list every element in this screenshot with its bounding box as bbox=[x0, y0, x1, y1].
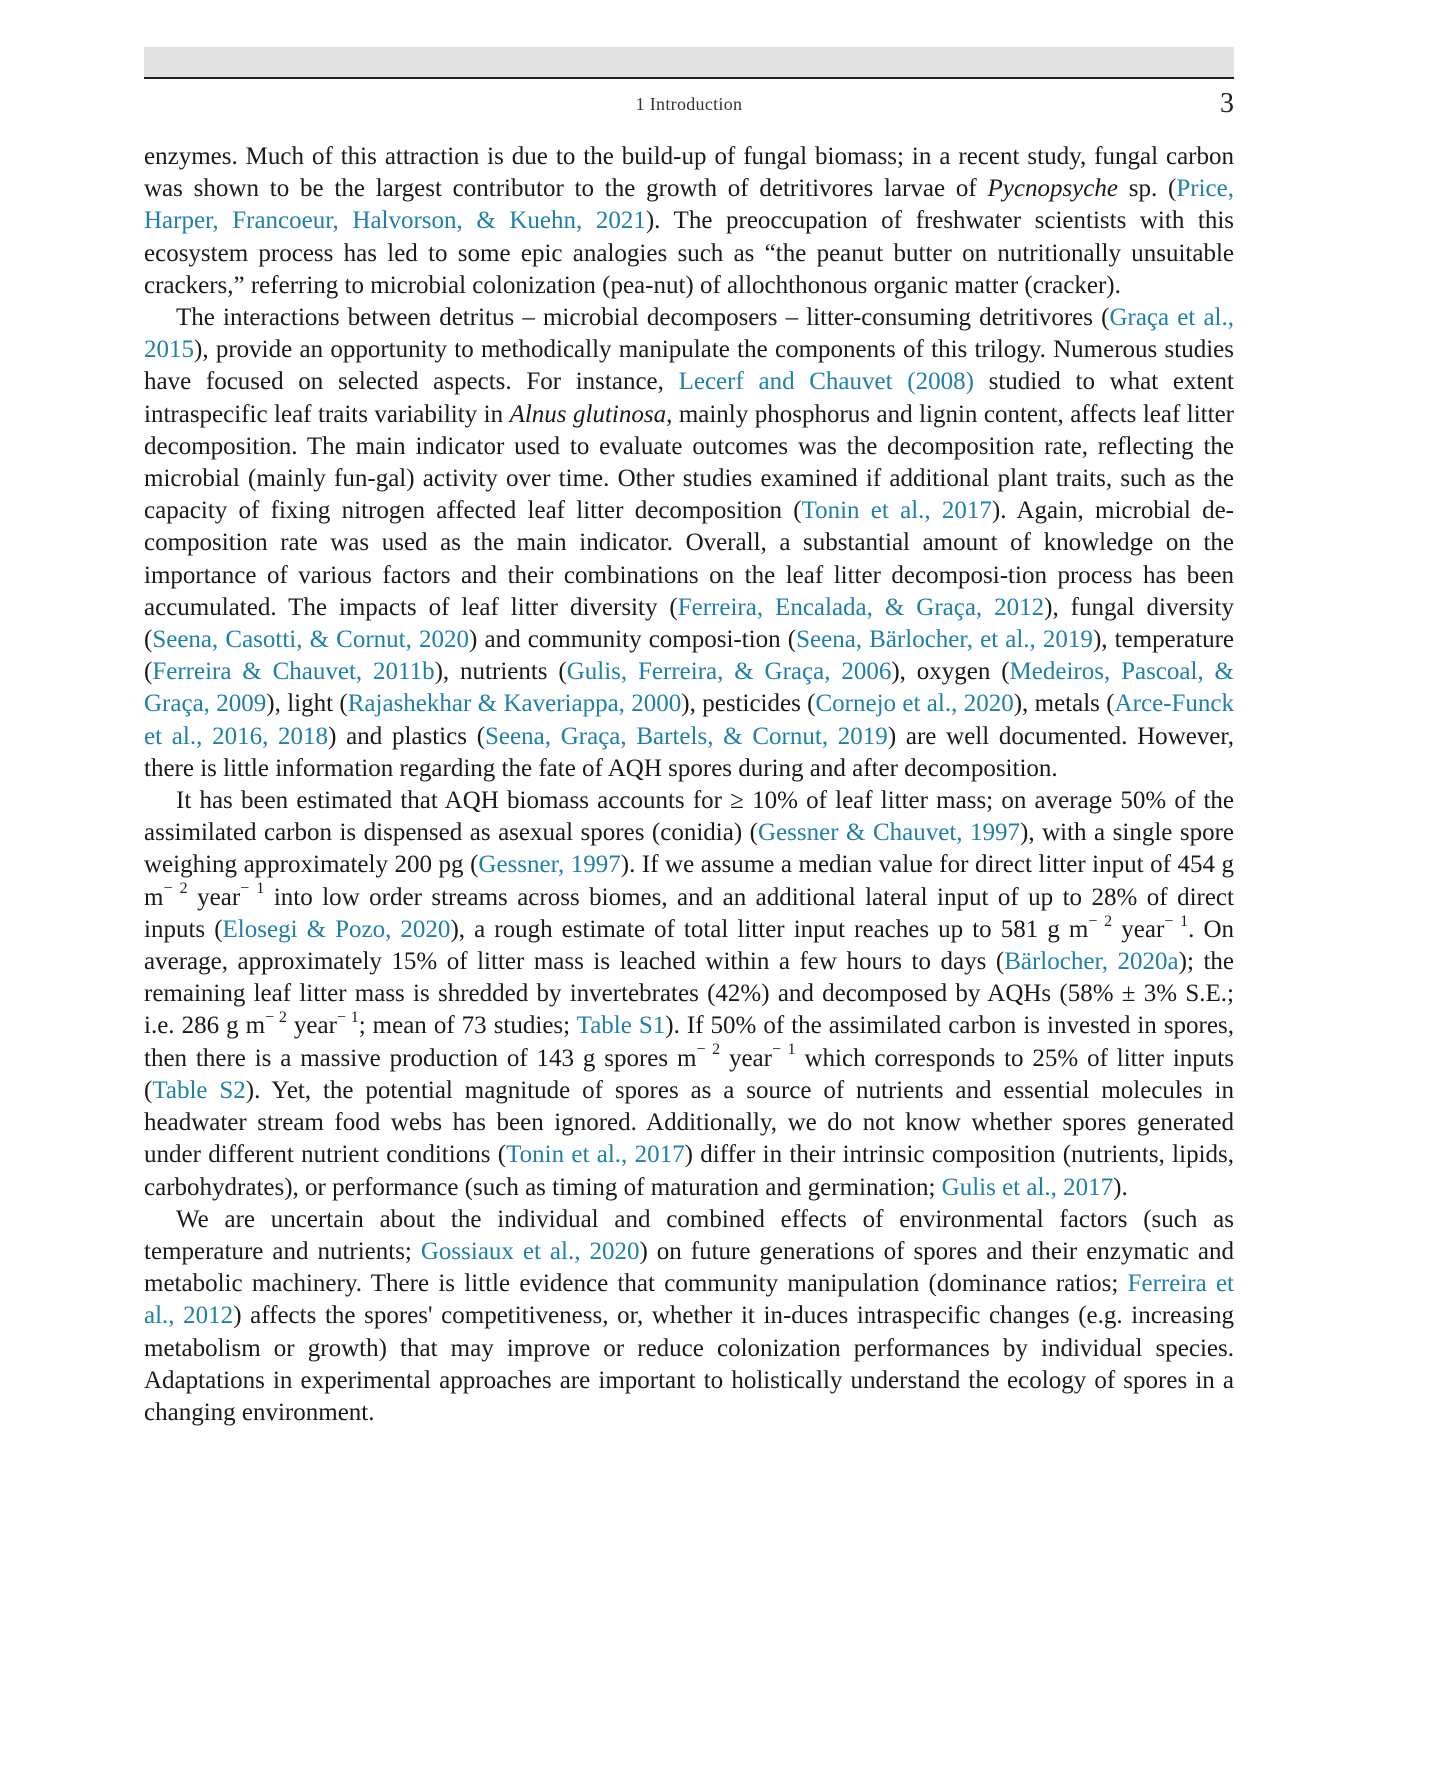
citation-link[interactable]: Ferreira et al., 2012 bbox=[144, 1270, 1234, 1330]
citation-link[interactable]: Tonin et al., 2017 bbox=[801, 497, 992, 525]
text-run: ) and plastics ( bbox=[328, 722, 486, 750]
citation-link[interactable]: Gossiaux et al., 2020 bbox=[420, 1237, 640, 1265]
text-run: enzymes. Much of this attraction is due to the build-up of fungal biomass; in a recent study, fungal carbon was shown to be the largest contributor to the growth of detritivores larvae of bbox=[144, 143, 1234, 203]
text-run: It has been estimated that AQH biomass accounts for ≥ 10% of leaf litter mass; on average 50% of the assimilated carbon is dispensed as asexual spores (conidia) ( bbox=[144, 787, 1234, 847]
citation-link[interactable]: Gulis, Ferreira, & Graça, 2006 bbox=[566, 658, 892, 686]
body-text bbox=[144, 141, 1234, 1429]
text-run: ) differ in their intrinsic composition (nutrients, lipids, carbohydrates), or performance (such as timing of maturation and germination; bbox=[144, 1141, 1235, 1201]
text-run: year bbox=[1112, 915, 1165, 943]
citation-link[interactable]: Tonin et al., 2017 bbox=[506, 1141, 685, 1169]
exponent: − 2 bbox=[265, 1009, 287, 1027]
text-run: ), fungal diversity ( bbox=[144, 593, 1234, 654]
text-run: ). If 50% of the assimilated carbon is invested in spores, then there is a massive production of 143 g spores m bbox=[144, 1012, 1234, 1072]
text-run: ). Again, microbial de-composition rate was used as the main indicator. Overall, a substantial amount of knowledge on the importance of various factors and their combinations on the leaf litter decomposi-tion process has been accumulated. The impacts of leaf litter diversity ( bbox=[144, 497, 1235, 621]
paragraph-2 bbox=[144, 302, 1234, 785]
running-header bbox=[144, 88, 1234, 122]
table-link[interactable]: Table S2 bbox=[152, 1076, 246, 1104]
text-run: ), provide an opportunity to methodically manipulate the components of this trilogy. Numerous studies have focused on selected aspects. For instance, bbox=[144, 336, 1234, 396]
species-name: Pycnopsyche bbox=[987, 175, 1118, 203]
header-band bbox=[144, 47, 1234, 77]
citation-link[interactable]: Gessner, 1997 bbox=[478, 851, 621, 879]
citation-link[interactable]: Bärlocher, 2020a bbox=[1004, 948, 1179, 976]
paragraph-3 bbox=[144, 785, 1234, 1204]
text-run: into low order streams across biomes, and an additional lateral input of up to 28% of direct inputs ( bbox=[144, 883, 1234, 943]
citation-link[interactable]: Seena, Casotti, & Cornut, 2020 bbox=[152, 626, 470, 654]
citation-link[interactable]: Cornejo et al., 2020 bbox=[815, 690, 1014, 718]
citation-link[interactable]: Ferreira, Encalada, & Graça, 2012 bbox=[677, 593, 1045, 621]
citation-link[interactable]: Rajashekhar & Kaveriappa, 2000 bbox=[347, 690, 682, 718]
citation-link[interactable]: Seena, Graça, Bartels, & Cornut, 2019 bbox=[485, 722, 888, 750]
exponent: − 2 bbox=[1088, 912, 1113, 930]
exponent: − 1 bbox=[240, 880, 265, 898]
text-run: ), temperature ( bbox=[144, 626, 1235, 686]
header-rule bbox=[144, 77, 1234, 79]
text-run: ). The preoccupation of freshwater scientists with this ecosystem process has led to some epic analogies such as “the peanut butter on nutritionally unsuitable crackers,” referring to microbial colonization (pea-nut) of allochthonous organic matter (cracker). bbox=[144, 207, 1235, 299]
text-run: We are uncertain about the individual and combined effects of environmental factors (such as temperature and nutrients; bbox=[144, 1205, 1234, 1265]
text-run: ). If we assume a median value for direct litter input of 454 g m bbox=[144, 851, 1235, 911]
citation-link[interactable]: Ferreira & Chauvet, 2011b bbox=[152, 658, 435, 686]
citation-link[interactable]: Arce-Funck et al., 2016, 2018 bbox=[144, 690, 1234, 750]
text-run: ), light ( bbox=[266, 690, 348, 718]
text-run: ), metals ( bbox=[1013, 690, 1115, 718]
citation-link[interactable]: Lecerf and Chauvet (2008) bbox=[678, 368, 974, 396]
text-run: ), oxygen ( bbox=[891, 658, 1010, 686]
exponent: − 2 bbox=[163, 880, 188, 898]
text-run: sp. ( bbox=[1117, 175, 1177, 203]
citation-link[interactable]: Medeiros, Pascoal, & Graça, 2009 bbox=[144, 658, 1235, 718]
exponent: − 1 bbox=[336, 1009, 359, 1027]
text-run: ), a rough estimate of total litter input reaches up to 581 g m bbox=[450, 915, 1089, 943]
citation-link[interactable]: Seena, Bärlocher, et al., 2019 bbox=[796, 626, 1093, 654]
text-run: ). bbox=[1113, 1173, 1128, 1201]
text-run: which corresponds to 25% of litter inputs ( bbox=[144, 1044, 1234, 1104]
exponent: − 1 bbox=[1164, 912, 1189, 930]
citation-link[interactable]: Price, Harper, Francoeur, Halvorson, & Kuehn, 2021 bbox=[144, 175, 1234, 235]
text-run: . On average, approximately 15% of litter mass is leached within a few hours to days ( bbox=[144, 915, 1234, 976]
text-run: , mainly phosphorus and lignin content, affects leaf litter decomposition. The main indicator used to evaluate outcomes was the decomposition rate, reflecting the microbial (mainly fun-gal) activity over time. Other studies examined if additional plant traits, such as the capacity of fixing nitrogen affected leaf litter decomposition ( bbox=[144, 400, 1234, 525]
text-run: year bbox=[720, 1044, 772, 1072]
running-title: 1 Introduction bbox=[635, 94, 743, 114]
text-run: ) on future generations of spores and their enzymatic and metabolic machinery. There is little evidence that community manipulation (dominance ratios; bbox=[144, 1237, 1234, 1298]
exponent: − 1 bbox=[771, 1041, 796, 1059]
citation-link[interactable]: Elosegi & Pozo, 2020 bbox=[222, 915, 451, 943]
text-run: ) and community composi-tion ( bbox=[469, 626, 797, 654]
text-run: ), with a single spore weighing approximately 200 pg ( bbox=[144, 819, 1235, 879]
text-run: ), nutrients ( bbox=[434, 658, 567, 686]
text-run: year bbox=[187, 883, 241, 911]
citation-link[interactable]: Gulis et al., 2017 bbox=[941, 1173, 1114, 1201]
table-link[interactable]: Table S1 bbox=[576, 1012, 666, 1040]
text-run: ). Yet, the potential magnitude of spores as a source of nutrients and essential molecules in headwater stream food webs has been ignored. Additionally, we do not know whether spores generated under different nutrient conditions ( bbox=[144, 1076, 1234, 1169]
text-run: studied to what extent intraspecific leaf traits variability in bbox=[144, 368, 1234, 428]
species-name: Alnus glutinosa bbox=[509, 400, 667, 428]
text-run: ) are well documented. However, there is little information regarding the fate of AQH spores during and after decomposition. bbox=[144, 722, 1234, 782]
text-run: The interactions between detritus – microbial decomposers – litter-consuming detritivores ( bbox=[176, 304, 1110, 332]
text-run: ) affects the spores' competitiveness, or, whether it in-duces intraspecific changes (e.g. increasing metabolism or growth) that may improve or reduce colonization performances by individual species. Adaptations in experimental approaches are important to holistically understand the ecology of spores in a changing environment. bbox=[144, 1302, 1234, 1426]
text-run: ); the remaining leaf litter mass is shredded by invertebrates (42%) and decomposed by AQHs (58% ± 3% S.E.; i.e. 286 g m bbox=[144, 948, 1234, 1040]
exponent: − 2 bbox=[696, 1041, 721, 1059]
paragraph-1 bbox=[144, 141, 1234, 302]
text-run: ; mean of 73 studies; bbox=[358, 1012, 577, 1040]
text-run: year bbox=[286, 1012, 337, 1040]
citation-link[interactable]: Graça et al., 2015 bbox=[144, 304, 1234, 364]
paragraph-4 bbox=[144, 1204, 1234, 1429]
citation-link[interactable]: Gessner & Chauvet, 1997 bbox=[757, 819, 1021, 847]
page-number: 3 bbox=[1220, 88, 1234, 119]
text-run: ), pesticides ( bbox=[681, 690, 816, 718]
